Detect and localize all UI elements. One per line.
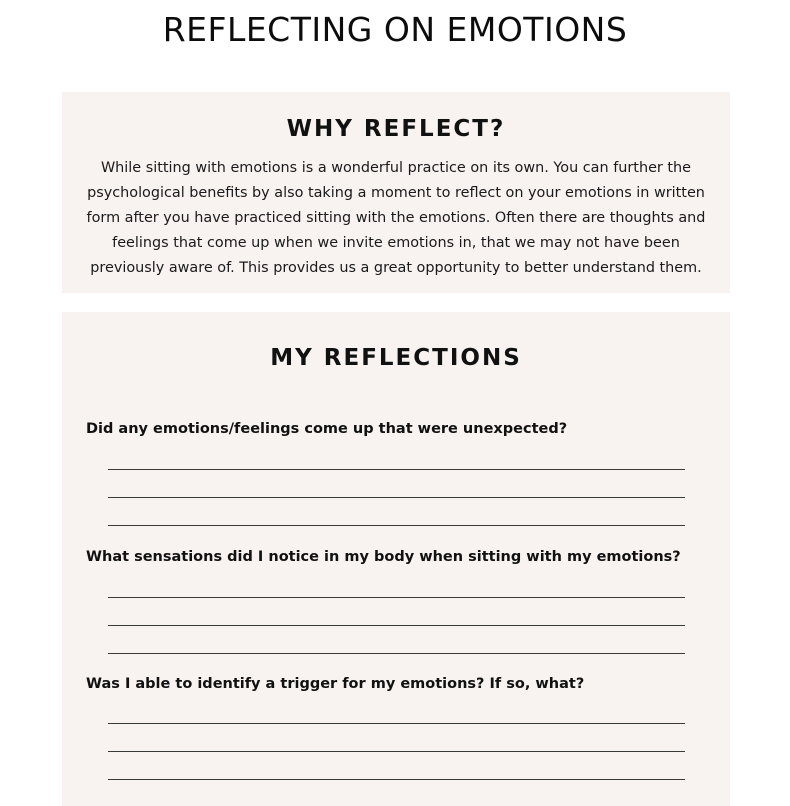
answer-line[interactable]	[108, 469, 685, 470]
page-title: REFLECTING ON EMOTIONS	[162, 10, 628, 49]
question-body-sensations: What sensations did I notice in my body when sitting with my emotions?	[86, 549, 681, 565]
my-reflections-heading: MY REFLECTIONS	[270, 345, 522, 371]
answer-line[interactable]	[108, 525, 685, 526]
why-reflect-body: While sitting with emotions is a wonderful practice on its own. You can further the psychological benefits by also taking a moment to reflect on your emotions in written form after you have practiced sitting with the emotions. Often there are thoughts and feelings that come up when we invite emotions in, that we may not have been previously aware of. This provides us a great opportunity to better understand them.	[86, 160, 706, 276]
why-reflect-panel	[62, 92, 730, 293]
answer-line[interactable]	[108, 723, 685, 724]
answer-line[interactable]	[108, 497, 685, 498]
answer-line[interactable]	[108, 751, 685, 752]
question-trigger: Was I able to identify a trigger for my emotions? If so, what?	[86, 676, 585, 692]
answer-line[interactable]	[108, 597, 685, 598]
my-reflections-panel	[62, 312, 730, 806]
answer-line[interactable]	[108, 653, 685, 654]
why-reflect-heading: WHY REFLECT?	[286, 116, 506, 142]
answer-line[interactable]	[108, 779, 685, 780]
question-unexpected-emotions: Did any emotions/feelings come up that were unexpected?	[86, 421, 568, 437]
answer-line[interactable]	[108, 625, 685, 626]
